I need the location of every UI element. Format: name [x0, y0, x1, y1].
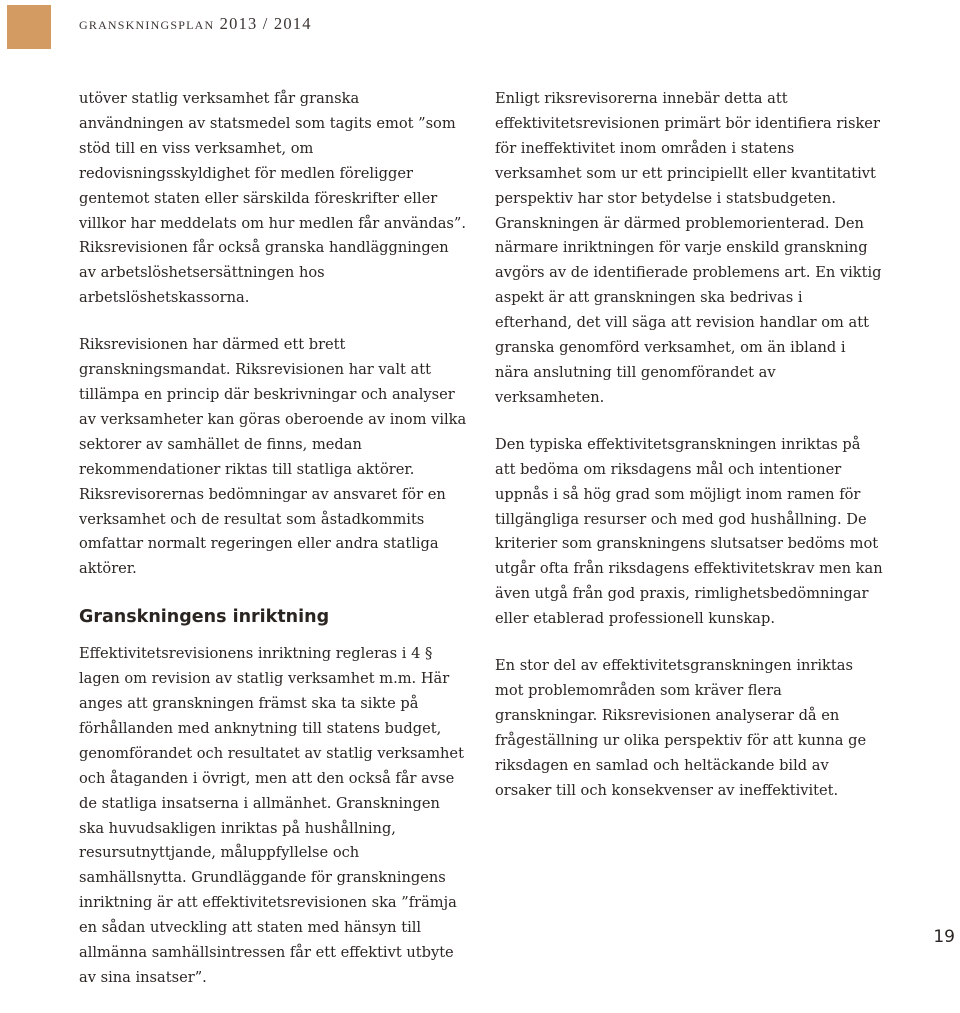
running-header: granskningsplan 2013 / 2014	[79, 14, 312, 33]
right-column	[495, 87, 883, 825]
left-paragraph-2: Riksrevisionen har därmed ett brett granskningsmandat. Riksrevisionen har valt att tillämpa en princip där beskrivningar och analyser av verksamheter kan göras oberoende av inom vilka sektorer av samhället de finns, medan rekommendationer riktas till statliga aktörer. Riksrevisorernas bedömningar av ansvaret för en verksamhet och de resultat som åstadkommits omfattar normalt regeringen eller andra statliga aktörer.	[79, 336, 467, 578]
left-column	[79, 87, 467, 1013]
header-color-block	[7, 5, 51, 49]
right-paragraph-1: Enligt riksrevisorerna innebär detta att effektivitetsrevisionen primärt bör identifiera risker för ineffektivitet inom områden i statens verksamhet som ur ett principiellt eller kvantitativt perspektiv har stor betydelse i statsbudgeten. Granskningen är därmed problemorienterad. Den närmare inriktningen för varje enskild granskning avgörs av de identifierade problemens art. En viktig aspekt är att granskningen ska bedrivas i efterhand, det vill säga att revision handlar om att granska genomförd verksamhet, om än ibland i nära anslutning till genomförandet av verksamheten.	[495, 90, 882, 406]
section-heading: Granskningens inriktning	[79, 607, 330, 628]
page-number: 19	[933, 927, 955, 947]
left-paragraph-3: Effektivitetsrevisionens inriktning regleras i 4 § lagen om revision av statlig verksamhet m.m. Här anges att granskningen främst ska ta sikte på förhållanden med anknytning till statens budget, genomförandet och resultatet av statlig verksamhet och åtaganden i övrigt, men att den också får avse de statliga insatserna i allmänhet. Granskningen ska huvudsakligen inriktas på hushållning, resursutnyttjande, måluppfyllelse och samhällsnytta. Grundläggande för granskningens inriktning är att effektivitetsrevisionen ska ”främja en sådan utveckling att staten med hänsyn till allmänna samhällsintressen får ett effektivt utbyte av sina insatser”.	[79, 645, 464, 986]
right-paragraph-2: Den typiska effektivitetsgranskningen inriktas på att bedöma om riksdagens mål och intentioner uppnås i så hög grad som möjligt inom ramen för tillgängliga resurser och med god hushållning. De kriterier som granskningens slutsatser bedöms mot utgår ofta från riksdagens effektivitetskrav men kan även utgå från god praxis, rimlighetsbedömningar eller etablerad professionell kunskap.	[495, 435, 883, 628]
left-paragraph-1: utöver statlig verksamhet får granska användningen av statsmedel som tagits emot ”som stöd till en viss verksamhet, om redovisningsskyldighet för medlen föreligger gentemot staten eller särskilda föreskrifter eller villkor har meddelats om hur medlen får användas”. Riksrevisionen får också granska handläggningen av arbetslöshetsersättningen hos arbetslöshetskassorna.	[79, 90, 466, 307]
right-paragraph-3: En stor del av effektivitetsgranskningen inriktas mot problemområden som kräver flera granskningar. Riksrevisionen analyserar då en frågeställning ur olika perspektiv för att kunna ge riksdagen en samlad och heltäckande bild av orsaker till och konsekvenser av ineffektivitet.	[495, 657, 867, 799]
